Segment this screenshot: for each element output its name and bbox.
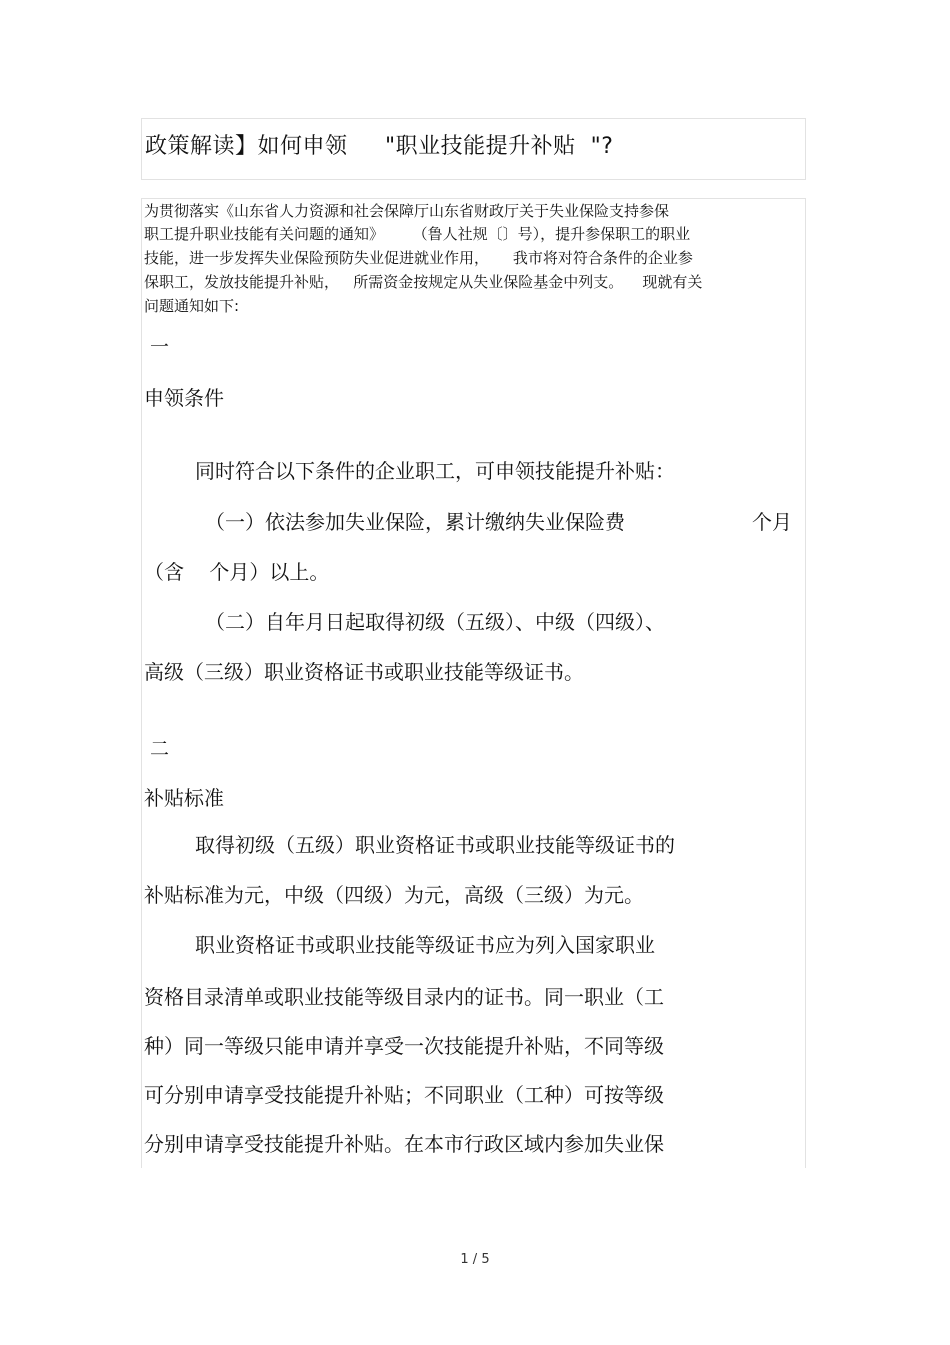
paragraph-line: 补贴标准为元，中级（四级）为元，高级（三级）为元。 [144,883,644,907]
paragraph-line: 个月 [752,510,792,534]
paragraph-line: 资格目录清单或职业技能等级目录内的证书。同一职业（工 [144,985,664,1009]
section-heading: 补贴标准 [144,786,224,810]
paragraph-line: 同时符合以下条件的企业职工，可申领技能提升补贴： [195,459,675,483]
intro-line: 保职工，发放技能提升补贴， 所需资金按规定从失业保险基金中列支。 现就有关 [144,273,703,291]
paragraph-line: 取得初级（五级）职业资格证书或职业技能等级证书的 [195,833,675,857]
page-number: 1 / 5 [460,1252,490,1267]
paragraph-line: 种）同一等级只能申请并享受一次技能提升补贴，不同等级 [144,1034,664,1058]
paragraph-line: 可分别申请享受技能提升补贴；不同职业（工种）可按等级 [144,1083,664,1107]
title-box [141,118,806,180]
paragraph-line: 高级（三级）职业资格证书或职业技能等级证书。 [144,660,584,684]
paragraph-line: 职业资格证书或职业技能等级证书应为列入国家职业 [195,933,655,957]
paragraph-line: （二）自年月日起取得初级（五级）、中级（四级）、 [205,610,665,634]
paragraph-line: （含 个月）以上。 [144,560,330,584]
intro-line: 职工提升职业技能有关问题的通知》 （鲁人社规〔〕号），提升参保职工的职业 [144,225,691,243]
intro-line: 问题通知如下: [144,297,240,315]
document-title: 政策解读】如何申领 "职业技能提升补贴 "? [145,134,614,159]
section-number: 二 [150,738,170,760]
intro-line: 技能，进一步发挥失业保险预防失业促进就业作用， 我市将对符合条件的企业参 [144,249,693,267]
section-heading: 申领条件 [144,386,224,410]
section-number: 一 [150,336,170,358]
paragraph-line: 分别申请享受技能提升补贴。在本市行政区域内参加失业保 [144,1132,664,1156]
intro-line: 为贯彻落实《山东省人力资源和社会保障厅山东省财政厅关于失业保险支持参保 [144,202,670,220]
paragraph-line: （一）依法参加失业保险，累计缴纳失业保险费 [205,510,625,534]
